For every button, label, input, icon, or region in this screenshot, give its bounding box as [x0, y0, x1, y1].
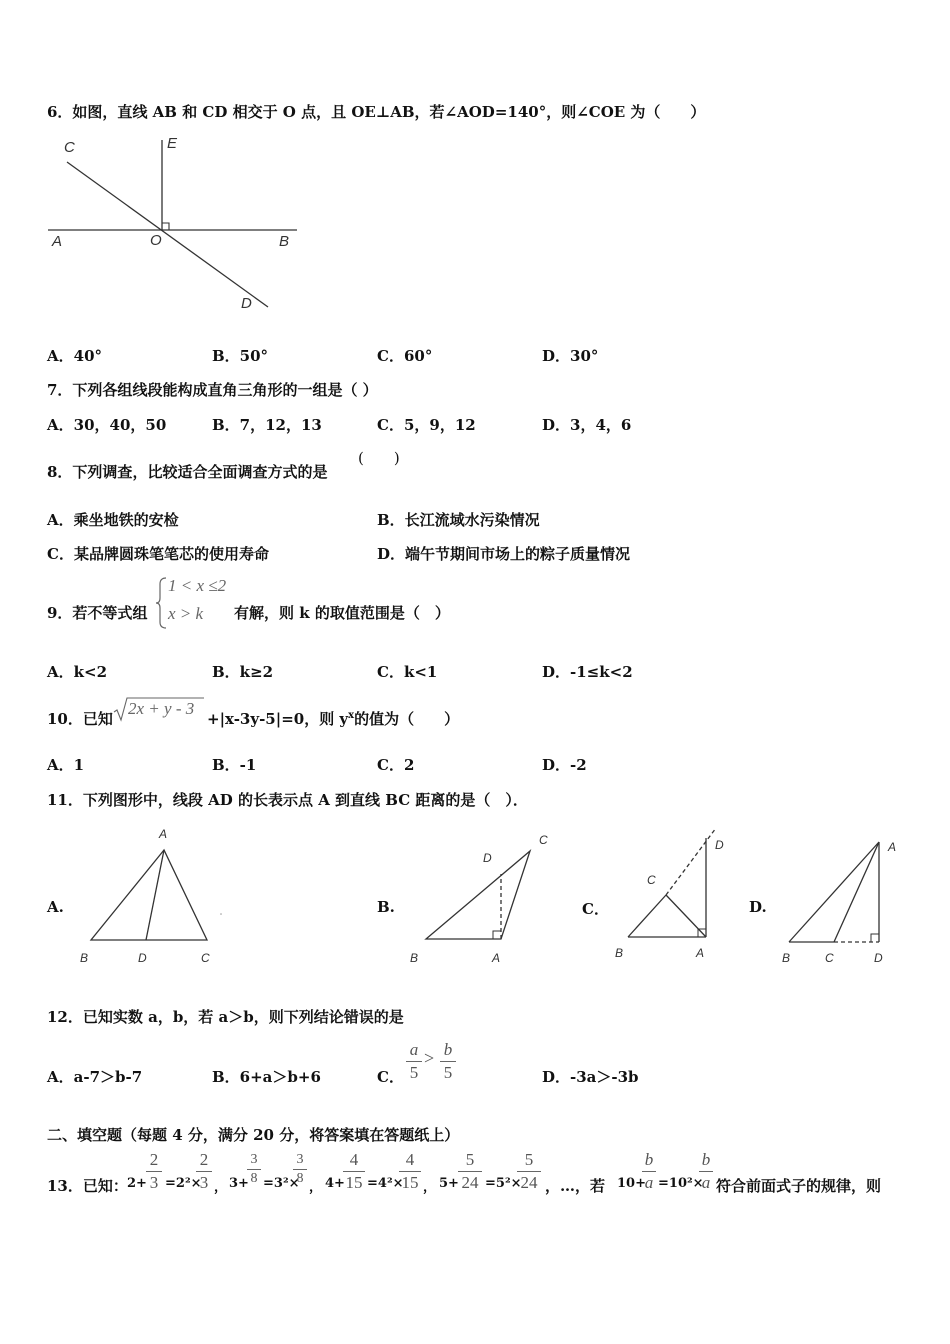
q13-term4-den: 24 [461, 1173, 479, 1192]
q11-option-b: B. [377, 898, 395, 916]
q13-term1-num2: 2 [199, 1150, 209, 1169]
q12-optc-num-left: a [409, 1040, 419, 1059]
q13-term4-den2: 24 [520, 1173, 538, 1192]
q13-term5-num: b [644, 1150, 654, 1169]
q12-optc-den-right: 5 [443, 1063, 453, 1082]
q13-term3-mid: =4²× [367, 1176, 404, 1191]
q13-term2-pre: 3+ [229, 1176, 249, 1191]
q13-term2-sep: ， [309, 1180, 323, 1195]
q11c-label-d: D [715, 838, 724, 852]
q7-option-d: D．3，4，6 [542, 416, 632, 434]
q11-figure-c [605, 822, 740, 970]
q9-option-c: C．k<1 [377, 663, 438, 681]
q6-option-b: B．50° [212, 347, 269, 365]
q11d-label-b: B [782, 951, 791, 965]
q9-brace [156, 576, 168, 630]
q9-system-line1: 1 < x ≤2 [168, 576, 227, 595]
q12-option-c: C． [377, 1068, 404, 1086]
q11b-label-d: D [483, 851, 492, 865]
q7-option-a: A．30，40，50 [47, 416, 167, 434]
q13-term2-den: 8 [250, 1171, 258, 1186]
q9-option-b: B．k≥2 [212, 663, 274, 681]
q6-label-e: E [167, 135, 178, 152]
q11-figure-b [400, 825, 560, 970]
q11-option-a: A. [47, 898, 64, 916]
q11b-label-b: B [410, 951, 419, 965]
q9-option-a: A．k<2 [47, 663, 108, 681]
q11a-label-b: B [80, 951, 89, 965]
q10-option-a: A．1 [47, 756, 85, 774]
q8-option-a: A．乘坐地铁的安检 [47, 511, 179, 529]
q6-option-d: D．30° [542, 347, 599, 365]
q12-option-b: B．6+a＞b+6 [212, 1068, 321, 1086]
q10-stem-after: +|x-3y-5|=0，则 y [207, 710, 349, 728]
q11-option-c: C． [582, 900, 609, 918]
q13-term2-den2: 8 [296, 1171, 304, 1186]
q10-stem-after-group [207, 708, 459, 729]
q13-term4-sep: ，…，若 [545, 1177, 606, 1195]
q11-figure-a [70, 818, 240, 970]
q7-option-c: C．5，9，12 [377, 416, 476, 434]
q12-stem: 12．已知实数 a，b，若 a＞b，则下列结论错误的是 [47, 1008, 404, 1026]
q9-option-d: D．-1≤k<2 [542, 663, 633, 681]
q8-option-b: B．长江流域水污染情况 [377, 511, 540, 529]
q13-term5-frac2 [699, 1150, 713, 1193]
q13-term2-frac2 [293, 1152, 307, 1187]
q7-option-b: B．7，12，13 [212, 416, 322, 434]
q13-term3-den2: 15 [401, 1173, 419, 1192]
q6-label-o: O [150, 232, 162, 249]
q13-term5-den: a [644, 1173, 654, 1192]
q13-term1-pre: 2+ [127, 1176, 147, 1191]
q11a-label-c: C [201, 951, 210, 965]
q6-option-c: C．60° [377, 347, 433, 365]
q12-optc-gt: > [424, 1048, 435, 1068]
q13-term1-sep: ， [214, 1180, 228, 1195]
q13-term3-den: 15 [345, 1173, 363, 1192]
q11d-label-c: C [825, 951, 834, 965]
q13-term1-den: 3 [149, 1173, 159, 1192]
q10-stem-sup: x [348, 710, 355, 721]
q6-label-b: B [279, 233, 290, 250]
q10-option-d: D．-2 [542, 756, 587, 774]
q11d-label-a: A [888, 840, 897, 854]
q6-label-d: D [241, 295, 252, 312]
q13-lead: 13．已知： [47, 1177, 128, 1195]
q10-stem-before: 10．已知 [47, 710, 113, 728]
q6-stem: 6．如图，直线 AB 和 CD 相交于 O 点，且 OE⊥AB，若∠AOD=140°，则∠COE 为（ ） [47, 103, 706, 121]
q13-term1-frac2 [196, 1150, 212, 1193]
q13-term1-den2: 3 [199, 1173, 209, 1192]
q13-term4-frac [458, 1150, 482, 1193]
q8-stem: 8．下列调查，比较适合全面调查方式的是 [47, 463, 328, 481]
q13-term4-frac2 [517, 1150, 541, 1193]
q13-term3-frac2 [399, 1150, 421, 1193]
q10-option-b: B．-1 [212, 756, 257, 774]
q13-term3-num: 4 [349, 1150, 359, 1169]
q7-stem: 7．下列各组线段能构成直角三角形的一组是（ ） [47, 381, 378, 399]
q8-paren: ( ) [358, 449, 400, 467]
q13-term1-mid: =2²× [165, 1176, 202, 1191]
q13-term5-den2: a [701, 1173, 711, 1192]
q10-radicand: 2x + y - 3 [128, 699, 195, 718]
q13-term3-pre: 4+ [325, 1176, 345, 1191]
q11-stem: 11．下列图形中，线段 AD 的长表示点 A 到直线 BC 距离的是（ ）． [47, 791, 528, 809]
q9-stem-before: 9．若不等式组 [47, 604, 148, 622]
q11c-label-b: B [615, 946, 624, 960]
q9-stem-after: 有解，则 k 的取值范围是（ ） [234, 604, 450, 622]
q13-term1-num: 2 [149, 1150, 159, 1169]
q6-label-a: A [52, 233, 63, 250]
q12-optc-num-right: b [443, 1040, 453, 1059]
q10-option-c: C．2 [377, 756, 415, 774]
q13-tail: 符合前面式子的规律，则 [716, 1177, 882, 1195]
q13-term3-num2: 4 [405, 1150, 415, 1169]
q13-term4-pre: 5+ [439, 1176, 459, 1191]
q12-option-a: A．a-7＞b-7 [47, 1068, 143, 1086]
q13-term5-frac [642, 1150, 656, 1193]
q8-option-d: D．端午节期间市场上的粽子质量情况 [377, 545, 631, 563]
q13-term3-sep: ， [423, 1180, 437, 1195]
q12-optc-frac-left [406, 1040, 422, 1083]
q11d-label-d: D [874, 951, 883, 965]
q9-system-line2: x > k [168, 604, 204, 623]
section2-heading: 二、填空题（每题 4 分，满分 20 分，将答案填在答题纸上） [47, 1126, 460, 1144]
q6-figure [44, 132, 314, 314]
q13-term2-mid: =3²× [263, 1176, 300, 1191]
q13-term4-num: 5 [465, 1150, 475, 1169]
q8-option-c: C．某品牌圆珠笔笔芯的使用寿命 [47, 545, 269, 563]
q11a-label-a: A [159, 827, 168, 841]
q11a-label-d: D [138, 951, 147, 965]
q11-option-d: D. [749, 898, 767, 916]
q11c-label-a: A [696, 946, 705, 960]
q11c-label-c: C [647, 873, 656, 887]
q13-term3-frac [343, 1150, 365, 1193]
q10-stem-end: 的值为（ ） [354, 710, 460, 728]
q11b-label-a: A [492, 951, 501, 965]
q13-term2-frac [247, 1152, 261, 1187]
q12-optc-frac-right [440, 1040, 456, 1083]
q13-term2-num2: 3 [296, 1152, 304, 1167]
q6-label-c: C [64, 139, 75, 156]
q13-term5-mid: =10²× [658, 1176, 704, 1191]
q13-term2-num: 3 [250, 1152, 258, 1167]
q12-option-d: D．-3a＞-3b [542, 1068, 639, 1086]
q13-term1-frac [146, 1150, 162, 1193]
q13-term4-num2: 5 [524, 1150, 534, 1169]
q12-optc-den-left: 5 [409, 1063, 419, 1082]
q11-figure-d [770, 830, 910, 970]
q6-option-a: A．40° [47, 347, 103, 365]
q13-term5-num2: b [701, 1150, 711, 1169]
q11b-label-c: C [539, 833, 548, 847]
q13-term4-mid: =5²× [485, 1176, 522, 1191]
q13-term5-pre: 10+ [617, 1176, 646, 1191]
